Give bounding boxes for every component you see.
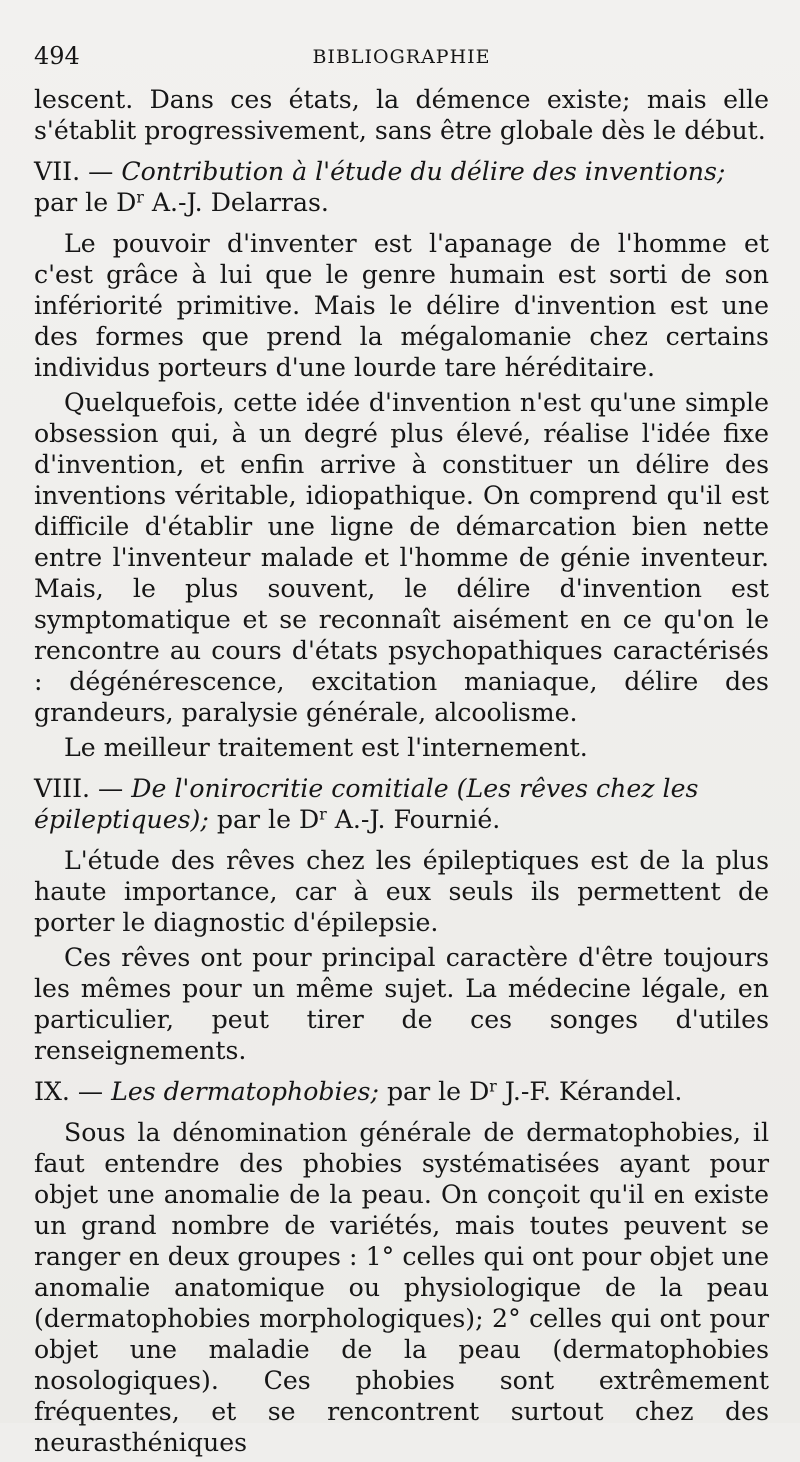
author-sup: r xyxy=(136,188,144,207)
section-vii xyxy=(34,156,769,763)
section-dash: — xyxy=(90,774,132,803)
section-dash: — xyxy=(80,157,122,186)
section-numeral: VII. xyxy=(34,157,81,186)
paragraph: Quelquefois, cette idée d'invention n'est qu'une simple obsession qui, à un degré plus élevé, réalise l'idée fixe d'invention, et enfin arrive à constituer un délire des inventions véritable, idiopathique. On comprend qu'il est difficile d'établir une ligne de démarcation bien nette entre l'inventeur malade et l'homme de génie inventeur. Mais, le plus souvent, le délire d'invention est symptomatique et se reconnaît aisément en ce qu'on le rencontre au cours d'états psychopathiques caractérisés : dégénérescence, excitation maniaque, délire des grandeurs, paralysie générale, alcoolisme. xyxy=(34,388,769,727)
section-separator: ; xyxy=(716,157,726,186)
section-heading xyxy=(34,773,769,835)
paragraph: Le pouvoir d'inventer est l'apanage de l'homme et c'est grâce à lui que le genre humain est sorti de son infériorité primitive. Mais le délire d'invention est une des formes que prend la mégalomanie chez certains individus porteurs d'une lourde tare héréditaire. xyxy=(34,229,769,382)
running-title: BIBLIOGRAPHIE xyxy=(312,46,491,68)
section-separator: ; xyxy=(200,805,217,834)
section-title: De l'onirocritie comitiale (Les rêves chez les épileptiques) xyxy=(34,774,699,834)
author-name: A.-J. Fournié. xyxy=(326,805,501,834)
page-header xyxy=(34,42,769,72)
author-prefix: par le D xyxy=(386,1077,490,1106)
author-prefix: par le D xyxy=(34,188,137,217)
section-heading xyxy=(34,156,769,218)
section-numeral: IX. xyxy=(34,1077,70,1106)
author-prefix: par le D xyxy=(216,805,320,834)
opening-paragraph: lescent. Dans ces états, la démence existe; mais elle s'établit progressivement, sans être globale dès le début. xyxy=(34,85,769,145)
page-body xyxy=(34,84,769,1462)
section-title: Contribution à l'étude du délire des inventions xyxy=(121,157,717,186)
section-title: Les dermatophobies xyxy=(111,1077,371,1106)
author-sup: r xyxy=(489,1077,497,1096)
author-sup: r xyxy=(319,805,327,824)
paragraph: L'étude des rêves chez les épileptiques est de la plus haute importance, car à eux seuls ils permettent de porter le diagnostic d'épilepsie. xyxy=(34,846,769,937)
paragraph: Ces rêves ont pour principal caractère d'être toujours les mêmes pour un même sujet. La médecine légale, en particulier, peut tirer de ces songes d'utiles renseignements. xyxy=(34,943,769,1065)
section-separator: ; xyxy=(370,1077,387,1106)
section-heading xyxy=(34,1076,769,1107)
paragraph: Le meilleur traitement est l'internement. xyxy=(64,733,588,762)
paragraph: Sous la dénomination générale de dermatophobies, il faut entendre des phobies systématisées ayant pour objet une anomalie de la peau. On conçoit qu'il en existe un grand nombre de variétés, mais toutes peuvent se ranger en deux groupes : 1° celles qui ont pour objet une anomalie anatomique ou physiologique de la peau (dermatophobies morphologiques); 2° celles qui ont pour objet une maladie de la peau (dermatophobies nosologiques). Ces phobies sont extrêmement fréquentes, et se rencontrent surtout chez des neurasthéniques xyxy=(34,1118,769,1457)
author-name: A.-J. Delarras. xyxy=(143,188,329,217)
section-dash: — xyxy=(69,1077,112,1106)
section-viii xyxy=(34,773,769,1066)
section-ix xyxy=(34,1076,769,1458)
section-numeral: VIII. xyxy=(34,774,91,803)
author-name: J.-F. Kérandel. xyxy=(496,1077,683,1106)
page-number: 494 xyxy=(34,42,80,70)
